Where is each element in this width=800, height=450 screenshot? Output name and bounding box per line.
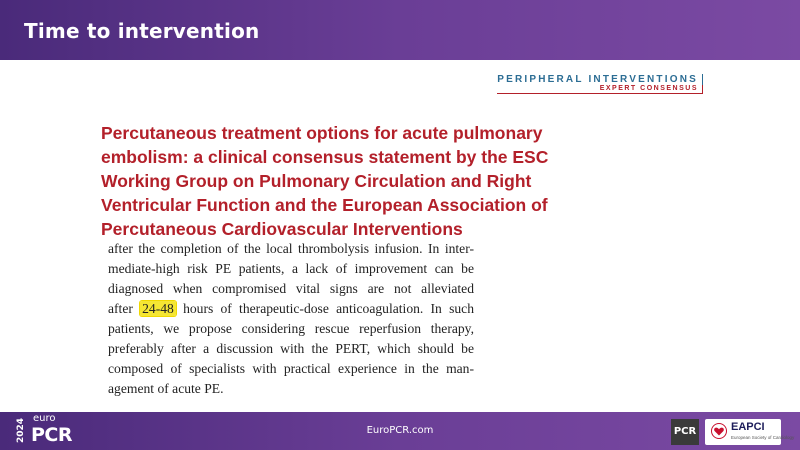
excerpt-text: hours of therapeutic-dose anticoagulation. In such [175, 301, 474, 316]
europcr-logo: PCR [31, 424, 72, 446]
excerpt-line: after the completion of the local thrombolysis infusion. In inter- [108, 241, 474, 256]
highlighted-hours: 24-48 [142, 301, 174, 316]
journal-banner [497, 74, 703, 94]
excerpt-line-highlighted [108, 299, 474, 319]
eapci-sublabel: European Society of Cardiology [731, 435, 795, 440]
paper-excerpt [108, 239, 474, 399]
excerpt-line: agement of acute PE. [108, 381, 224, 396]
paper-title: Percutaneous treatment options for acute pulmonary embolism: a clinical consensus statement by the ESC Working Group on Pulmonary Circulation and Right Ventricular Function and the European Association of Percutaneous Cardiovascular Interventions [101, 123, 549, 239]
excerpt-line: diagnosed when compromised vital signs are not alleviated [108, 281, 474, 296]
eapci-label: EAPCI [731, 421, 765, 433]
event-year: 2024 [16, 417, 26, 443]
excerpt-line: preferably after a discussion with the PERT, which should be [108, 341, 474, 356]
excerpt-text: after [108, 301, 141, 316]
slide-title: Time to intervention [24, 19, 260, 43]
excerpt-line: patients, we propose considering rescue reperfusion therapy, [108, 321, 474, 336]
pcr-badge-logo: PCR [671, 419, 699, 445]
website-link[interactable]: EuroPCR.com [366, 425, 434, 436]
journal-subsection-label: EXPERT CONSENSUS [497, 85, 703, 94]
brand-prefix: euro [33, 413, 56, 424]
eapci-logo [705, 419, 795, 445]
excerpt-line: mediate-high risk PE patients, a lack of improvement can be [108, 261, 474, 276]
journal-section-label: PERIPHERAL INTERVENTIONS [497, 74, 703, 85]
heart-icon [711, 423, 727, 439]
excerpt-line: composed of specialists with practical experience in the man- [108, 361, 474, 376]
